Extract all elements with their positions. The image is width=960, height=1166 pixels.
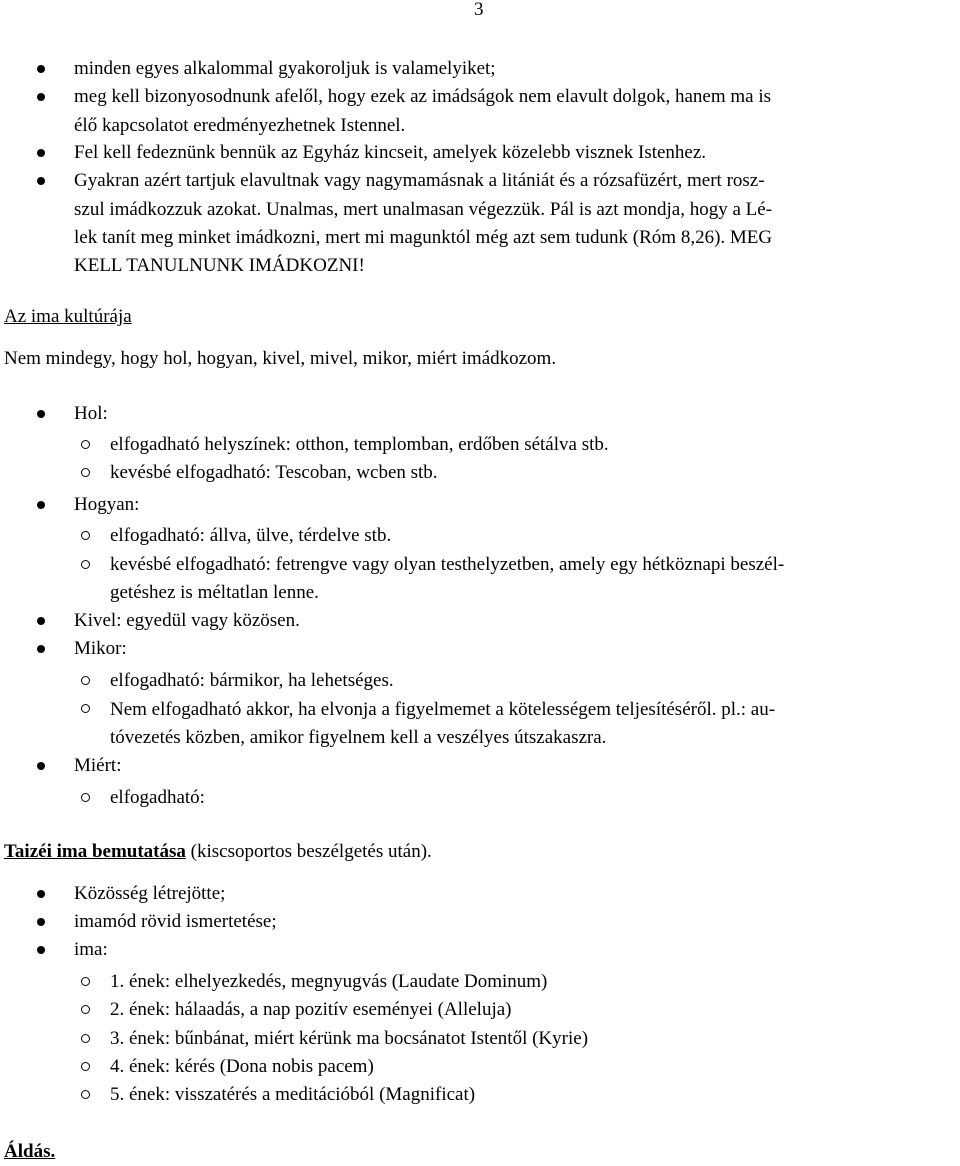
sub-item-text: elfogadható: állva, ülve, térdelve stb.: [110, 525, 392, 546]
sub-item-text: 5. ének: visszatérés a meditációból (Magnificat): [110, 1084, 476, 1105]
bullet-dot: [37, 501, 45, 509]
section-heading: Taizéi ima bemutatása: [4, 841, 186, 862]
list-item-text: ima:: [74, 939, 108, 960]
sub-item-text: 4. ének: kérés (Dona nobis pacem): [110, 1056, 374, 1077]
bullet-dot: [37, 762, 45, 770]
bullet-dot: [37, 946, 45, 954]
bullet-dot: [37, 890, 45, 898]
page-number: 3: [474, 0, 484, 20]
list-item-text: Hol:: [74, 403, 108, 424]
sub-item-text: elfogadható: bármikor, ha lehetséges.: [110, 670, 394, 691]
bullet-dot: [37, 149, 45, 157]
section-heading-line: [4, 840, 432, 864]
closing-blessing: Áldás.: [4, 1141, 56, 1162]
sub-item-text: getéshez is méltatlan lenne.: [110, 582, 319, 603]
sub-item-text: tóvezetés közben, amikor figyelnem kell a veszélyes útszakaszra.: [110, 727, 607, 748]
list-item-text: Kivel: egyedül vagy közösen.: [74, 610, 300, 631]
bullet-dot: [37, 65, 45, 73]
sub-bullet-circle: [81, 1034, 90, 1043]
list-item-text: KELL TANULNUNK IMÁDKOZNI!: [74, 255, 365, 276]
sub-bullet-circle: [81, 977, 90, 986]
sub-bullet-circle: [81, 440, 90, 449]
sub-bullet-circle: [81, 1005, 90, 1014]
list-item-text: Mikor:: [74, 638, 127, 659]
bullet-dot: [37, 617, 45, 625]
list-item-text: szul imádkozzuk azokat. Unalmas, mert unalmasan végezzük. Pál is azt mondja, hogy a Lé-: [74, 199, 773, 220]
sub-item-text: 2. ének: hálaadás, a nap pozitív eseményei (Alleluja): [110, 999, 512, 1020]
list-item-text: minden egyes alkalommal gyakoroljuk is valamelyiket;: [74, 58, 496, 79]
sub-item-text: elfogadható helyszínek: otthon, templomban, erdőben sétálva stb.: [110, 434, 609, 455]
sub-item-text: 1. ének: elhelyezkedés, megnyugvás (Laudate Dominum): [110, 971, 548, 992]
list-item-text: Közösség létrejötte;: [74, 883, 226, 904]
sub-item-text: Nem elfogadható akkor, ha elvonja a figyelmemet a kötelességem teljesítéséről. pl.: au-: [110, 699, 776, 720]
section-heading-suffix: (kiscsoportos beszélgetés után).: [185, 841, 432, 862]
sub-bullet-circle: [81, 676, 90, 685]
list-item-text: Hogyan:: [74, 494, 140, 515]
bullet-dot: [37, 410, 45, 418]
section-heading: Az ima kultúrája: [4, 306, 132, 327]
sub-item-text: 3. ének: bűnbánat, miért kérünk ma bocsánatot Istentől (Kyrie): [110, 1028, 589, 1049]
list-item-text: Miért:: [74, 755, 122, 776]
sub-bullet-circle: [81, 793, 90, 802]
sub-bullet-circle: [81, 468, 90, 477]
sub-item-text: kevésbé elfogadható: Tescoban, wcben stb.: [110, 462, 438, 483]
list-item-text: élő kapcsolatot eredményezhetnek Istennel.: [74, 115, 406, 136]
bullet-dot: [37, 918, 45, 926]
sub-item-text: elfogadható:: [110, 787, 205, 808]
section-intro: Nem mindegy, hogy hol, hogyan, kivel, mivel, mikor, miért imádkozom.: [4, 348, 557, 369]
list-item-text: Fel kell fedeznünk bennük az Egyház kincseit, amelyek közelebb visznek Istenhez.: [74, 142, 707, 163]
sub-bullet-circle: [81, 531, 90, 540]
list-item-text: lek tanít meg minket imádkozni, mert mi magunktól még azt sem tudunk (Róm 8,26). MEG: [74, 227, 773, 248]
bullet-dot: [37, 93, 45, 101]
sub-bullet-circle: [81, 560, 90, 569]
bullet-dot: [37, 177, 45, 185]
sub-item-text: kevésbé elfogadható: fetrengve vagy olyan testhelyzetben, amely egy hétköznapi beszél-: [110, 554, 785, 575]
sub-bullet-circle: [81, 1062, 90, 1071]
bullet-dot: [37, 645, 45, 653]
list-item-text: meg kell bizonyosodnunk afelől, hogy ezek az imádságok nem elavult dolgok, hanem ma is: [74, 86, 772, 107]
list-item-text: Gyakran azért tartjuk elavultnak vagy nagymamásnak a litániát és a rózsafüzért, mert rosz-: [74, 170, 765, 191]
list-item-text: imamód rövid ismertetése;: [74, 911, 277, 932]
sub-bullet-circle: [81, 1090, 90, 1099]
sub-bullet-circle: [81, 704, 90, 713]
